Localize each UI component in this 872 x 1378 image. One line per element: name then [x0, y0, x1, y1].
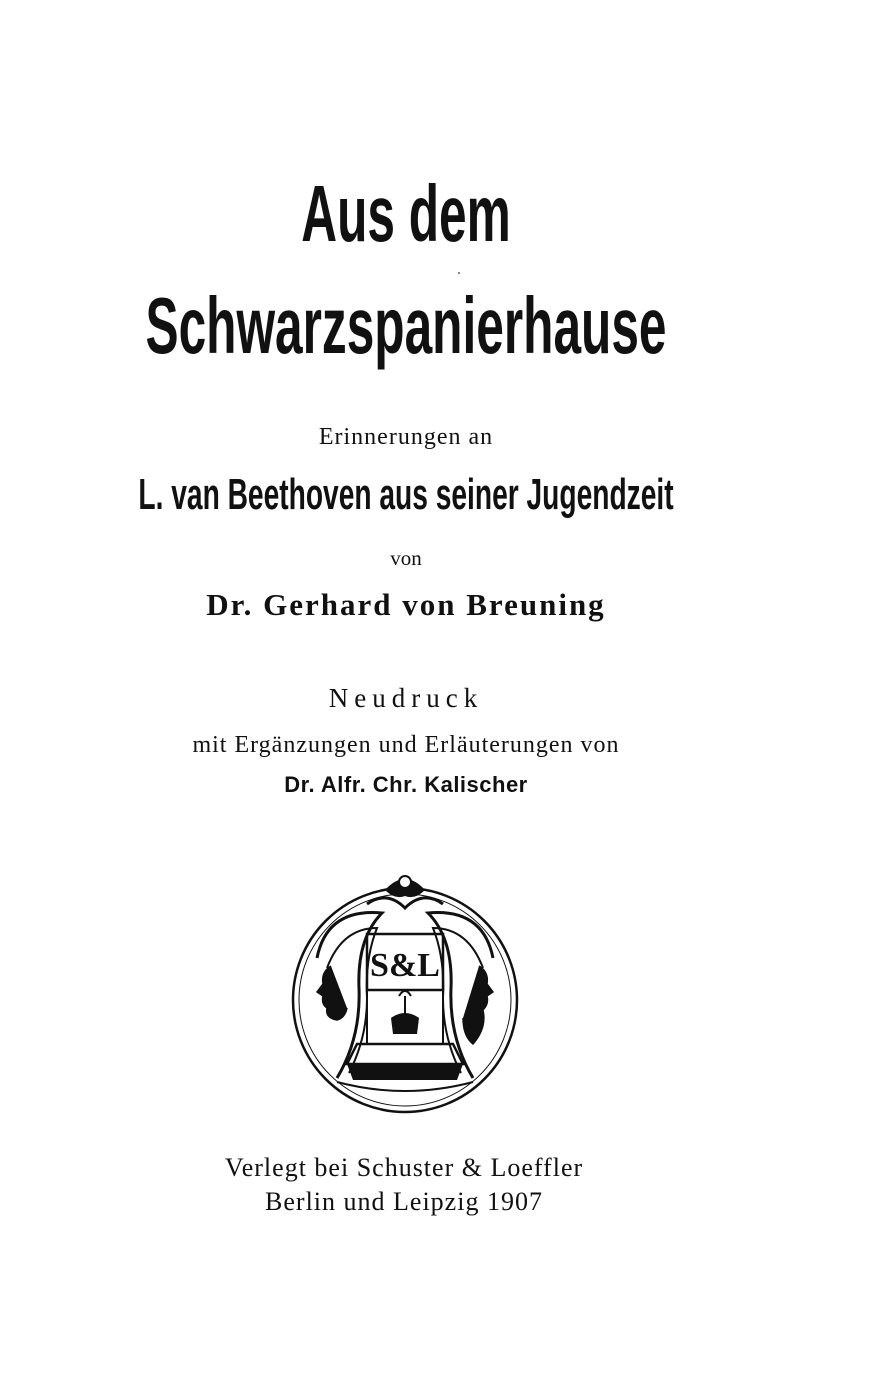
book-title-line-2: Schwarzspanierhause — [145, 281, 667, 370]
byline-von: von — [390, 546, 422, 570]
publisher-emblem-icon — [287, 868, 523, 1118]
edition-note: mit Ergänzungen und Erläuterungen von — [192, 732, 620, 758]
emblem-monogram: S&L — [370, 947, 440, 984]
subtitle-prefix: Erinnerungen an — [318, 424, 494, 450]
book-title-line-1: Aus dem — [301, 169, 511, 258]
editor-name: Dr. Alfr. Chr. Kalischer — [284, 772, 528, 797]
author-name: Dr. Gerhard von Breuning — [206, 587, 606, 622]
subtitle-main: L. van Beethoven aus seiner Jugendzeit — [138, 470, 674, 519]
print-speck — [458, 272, 460, 274]
edition-label: Neudruck — [328, 683, 484, 713]
place-year-line: Berlin und Leipzig 1907 — [265, 1187, 543, 1216]
publisher-line: Verlegt bei Schuster & Loeffler — [224, 1153, 584, 1182]
